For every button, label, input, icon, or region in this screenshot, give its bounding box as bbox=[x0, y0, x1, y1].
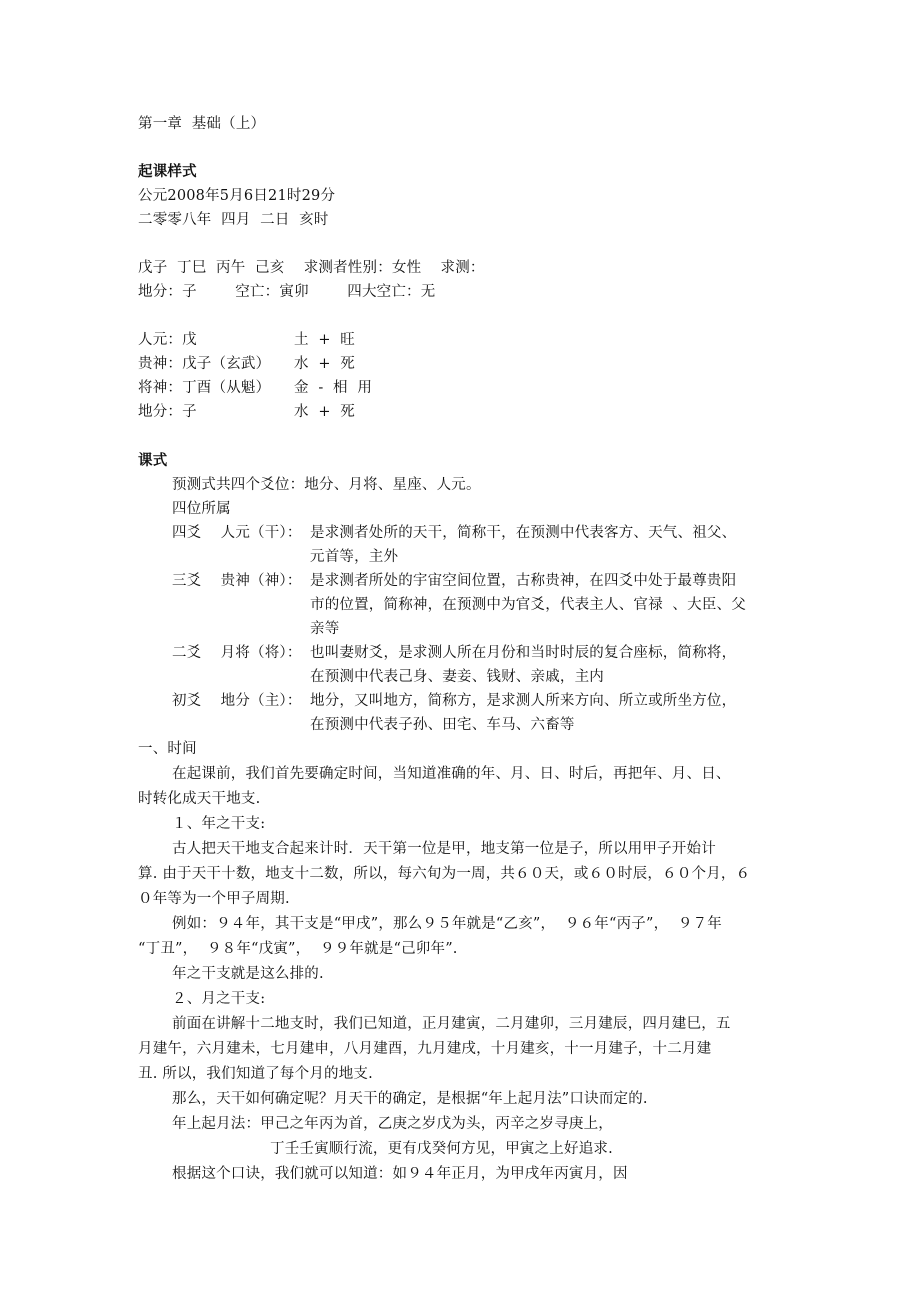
yao-label: 三爻 贵神（神）： bbox=[172, 573, 302, 589]
paragraph-line: “丁丑”， ９８年“戊寅”， ９９年就是“己卯年”. bbox=[138, 941, 458, 957]
void-line: 地分：子 空亡：寅卯 四大空亡：无 bbox=[138, 284, 436, 300]
position-label: 地分：子 bbox=[138, 404, 197, 420]
yao-desc: 元首等，主外 bbox=[310, 549, 399, 565]
yao-label: 初爻 地分（主）： bbox=[172, 693, 302, 709]
paragraph-line: 那么，天干如何确定呢？月天干的确定，是根据“年上起月法”口诀而定的. bbox=[172, 1091, 648, 1107]
month-heading: ２、月之干支: bbox=[172, 991, 266, 1007]
paragraph-line: 根据这个口诀，我们就可以知道：如９４年正月，为甲戌年丙寅月，因 bbox=[172, 1166, 628, 1182]
position-label: 人元：戊 bbox=[138, 332, 197, 348]
position-attr: 水 + 死 bbox=[294, 356, 355, 372]
yao-label: 二爻 月将（将）： bbox=[172, 645, 302, 661]
paragraph-line: ０年等为一个甲子周期. bbox=[138, 891, 290, 907]
keshi-heading: 课式 bbox=[138, 452, 168, 469]
position-label: 将神：丁酉（从魁） bbox=[138, 380, 271, 396]
chapter-title: 第一章 基础（上） bbox=[138, 116, 266, 132]
paragraph-line: 月建午，六月建未，七月建申，八月建酉，九月建戌，十月建亥，十一月建子，十二月建 bbox=[138, 1041, 712, 1057]
rhyme-line: 年上起月法：甲己之年丙为首，乙庚之岁戊为头，丙辛之岁寻庚上， bbox=[172, 1116, 613, 1132]
yao-desc: 市的位置，简称神，在预测中为官爻，代表主人、官禄 、大臣、父 bbox=[310, 597, 746, 613]
yao-desc: 地分，又叫地方，简称方，是求测人所来方向、所立或所坐方位， bbox=[310, 693, 737, 709]
yao-desc: 在预测中代表己身、妻妾、钱财、亲戚，主内 bbox=[310, 669, 604, 685]
position-attr: 水 + 死 bbox=[294, 404, 355, 420]
paragraph-line: 时转化成天干地支. bbox=[138, 791, 261, 807]
paragraph-line: 例如：９４年，其干支是“甲戌”，那么９５年就是“乙亥”， ９６年“丙子”， ９７年 bbox=[172, 916, 723, 932]
setup-heading: 起课样式 bbox=[138, 163, 197, 180]
time-heading: 一、时间 bbox=[138, 741, 197, 757]
yao-desc: 在预测中代表子孙、田宅、车马、六畜等 bbox=[310, 717, 575, 733]
keshi-intro: 预测式共四个爻位：地分、月将、星座、人元。 bbox=[172, 477, 481, 493]
paragraph-line: 年之干支就是这么排的. bbox=[172, 966, 324, 982]
paragraph-line: 古人把天干地支合起来计时．天干第一位是甲，地支第一位是子，所以用甲子开始计 bbox=[172, 841, 716, 857]
yao-desc: 是求测者所处的宇宙空间位置，古称贵神，在四爻中处于最尊贵阳 bbox=[310, 573, 737, 589]
year-heading: １、年之干支: bbox=[172, 816, 266, 832]
paragraph-line: 前面在讲解十二地支时，我们已知道，正月建寅，二月建卯，三月建辰，四月建巳，五 bbox=[172, 1016, 731, 1032]
gregorian-date: 公元2008年5月6日21时29分 bbox=[138, 188, 336, 204]
yao-desc: 亲等 bbox=[310, 621, 340, 637]
yao-desc: 也叫妻财爻，是求测人所在月份和当时时辰的复合座标，简称将， bbox=[310, 645, 737, 661]
paragraph-line: 丑. 所以，我们知道了每个月的地支. bbox=[138, 1066, 373, 1082]
keshi-subheading: 四位所属 bbox=[172, 501, 231, 517]
yao-desc: 是求测者处所的天干，简称干，在预测中代表客方、天气、祖父、 bbox=[310, 525, 737, 541]
position-label: 贵神：戊子（玄武） bbox=[138, 356, 271, 372]
pillars-line: 戊子 丁巳 丙午 己亥 求测者性别：女性 求测： bbox=[138, 260, 485, 276]
rhyme-line: 丁壬壬寅顺行流，更有戊癸何方见，甲寅之上好追求. bbox=[270, 1141, 613, 1157]
paragraph-line: 在起课前，我们首先要确定时间，当知道准确的年、月、日、时后，再把年、月、日、 bbox=[172, 766, 731, 782]
position-attr: 金 - 相 用 bbox=[294, 380, 373, 396]
lunar-date: 二零零八年 四月 二日 亥时 bbox=[138, 212, 329, 228]
yao-label: 四爻 人元（干）： bbox=[172, 525, 302, 541]
paragraph-line: 算. 由于天干十数，地支十二数，所以，每六旬为一周，共６０天，或６０时辰，６０个月，６ bbox=[138, 866, 751, 882]
position-attr: 土 + 旺 bbox=[294, 332, 355, 348]
